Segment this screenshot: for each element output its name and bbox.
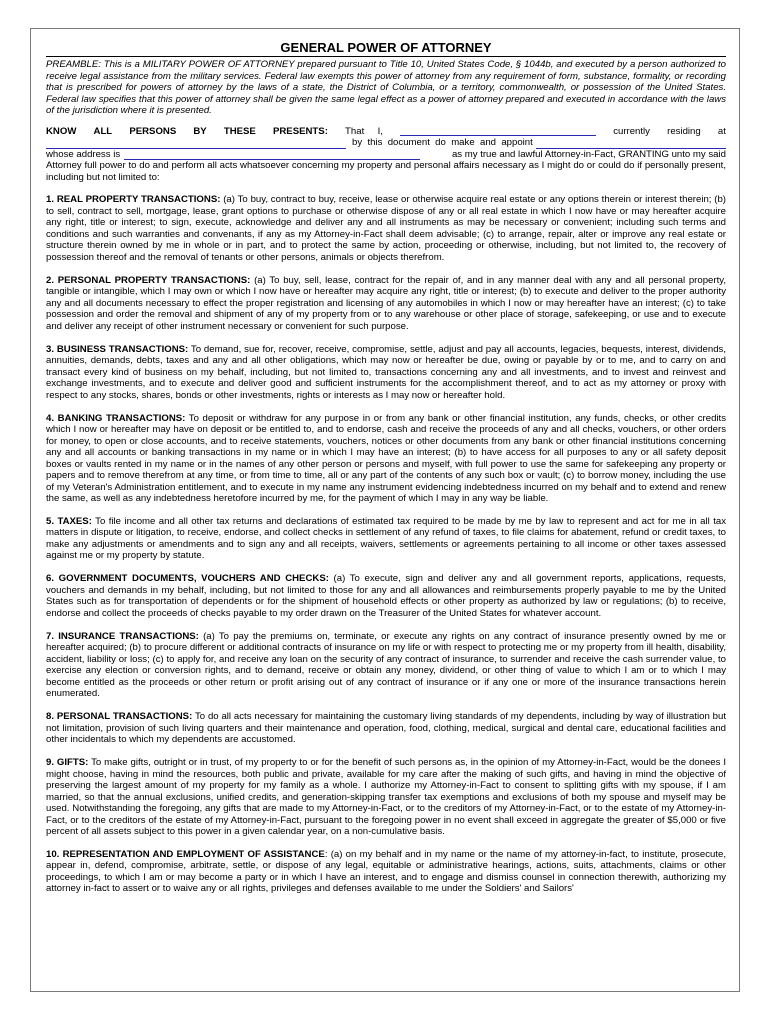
currently-text: currently: [613, 125, 650, 137]
at-text: at: [717, 125, 726, 137]
attorney-name-field[interactable]: [536, 139, 726, 149]
residing-text: residing: [667, 125, 701, 137]
section-body: To make gifts, outright or in trust, of my property to or for the benefit of such persons as, in the opinion of my Attorney-in-Fact, would be the donees I might choose, having in mind the resources, both public and private, available for my care after the making of such gifts, and having in mind the objective of preserving the largest amount of my property for my family as a whole. I authorize my Attorney-in-Fact to consent to splitting gifts with my spouse, if I am married, so that the annual exclusions, unified credits, and generation-skipping transfer tax exemptions and exclusions of both my spouse and myself may be used. Notwithstanding the foregoing, any gifts that are made to my Attorney-in-Fact, or to the creditors of my Attorney-in-Fact, or to the estate of my Attorney-in-Fact, or to the creditors of the estate of my Attorney-in-Fact, pursuant to the foregoing power in no event shall exceed in aggregate the greater of $5,000 or five percent of all assets subject to this power in a given calendar year, on a non-cumulative basis.: [46, 757, 726, 838]
section-heading: 2. PERSONAL PROPERTY TRANSACTIONS:: [46, 274, 251, 286]
section-body: To deposit or withdraw for any purpose in or from any bank or other financial institution, any funds, checks, or other credits which I now or hereafter may have on deposit or be entitled to, and to endorse, cash and receive the proceeds of any and all checks, vouchers, or other orders for money, to open or close accounts, and to receive statements, vouchers, notices or other documents from any bank or other financial institutions concerning any and all accounts or banking transactions in my name or in which I may have an interest; (b) to have access for all purposes to any or all safety deposit boxes or vaults rented in my name or in the names of any other person or persons and myself, with full power to use the same for safekeeping any property or papers and to remove therefrom at any time, or from time to time, all or any part of the contents of any such box or vault; (c) to borrow money, including the use of my Veteran's Administration entitlement, and to execute in my name any instrument evidencing indebtedness incurred on my behalf and to extend and renew the same, as well as any indebtedness heretofore incurred by me, for the payment of which I may in any way be liable.: [46, 412, 726, 505]
whose-address-text: whose address is: [46, 148, 121, 160]
know-word: THESE: [223, 125, 256, 137]
section-body: To demand, sue for, recover, receive, compromise, settle, adjust and pay all accounts, legacies, bequests, interest, dividends, annuities, demands, debts, taxes and any and all other obligations, which may now or hereafter be due, owing or payable by or to me, and to carry on and transact every kind of business on my behalf, including, but not limited to, transactions concerning any and all investments, and to invest and reinvest and exchange investments, and to execute and deliver good and sufficient instruments for the accomplishment thereof, and to act as my attorney or proxy with respect to any stocks, shares, bonds or other investments, rights or interests as I may now or hereafter hold.: [46, 343, 726, 401]
section-10: [46, 849, 726, 895]
section-5: [46, 516, 726, 562]
section-body: To do all acts necessary for maintaining the customary living standards of my dependents, including by way of illustration but not limitation, provision of such living quarters and their maintenance and operation, food, clothing, medical, surgical and dental care, educational facilities and other incidentals to which my dependents are accustomed.: [46, 711, 727, 746]
by-this-document-text: by this document do make and appoint: [352, 137, 533, 148]
section-3: [46, 344, 726, 402]
section-8: [46, 711, 726, 746]
know-word: PRESENTS:: [272, 125, 328, 137]
grantor-address-field[interactable]: [46, 139, 346, 149]
section-heading: 4. BANKING TRANSACTIONS:: [46, 412, 186, 424]
that-i-text: That I,: [345, 125, 383, 137]
section-4: [46, 413, 726, 505]
section-heading: 9. GIFTS:: [46, 757, 89, 769]
section-heading: 7. INSURANCE TRANSACTIONS:: [46, 630, 199, 642]
section-heading: 6. GOVERNMENT DOCUMENTS, VOUCHERS AND CHECKS:: [46, 573, 329, 585]
section-heading: 5. TAXES:: [46, 515, 92, 527]
section-body: (a) To buy, sell, lease, contract for the repair of, and in any manner deal with any and all personal property, tangible or intangible, which I may own or which I now have or hereafter may acquire any right, title or interest; (b) to execute and deliver to the proper authority any and all documents necessary to effect the proper registration and licensing of any automobiles in which I now or may hereafter have an interest; (c) to take possession and order the removal and shipment of any of my property from or to any warehouse or other place of storage, safekeeping, or use and to execute and deliver any receipt of other instrument necessary or convenient for such purpose.: [46, 274, 726, 332]
section-9: [46, 757, 726, 838]
section-heading: 1. REAL PROPERTY TRANSACTIONS:: [46, 194, 221, 206]
whose-address-line: [46, 149, 726, 161]
appoint-line: [46, 137, 726, 149]
know-word: BY: [193, 125, 207, 137]
section-body: (a) To pay the premiums on, terminate, or execute any rights on any contract of insurance presently owned by me or hereafter acquired; (b) to procure different or additional contracts of insurance on my life or with respect to protecting me or my property from ill health, disability, accident, liability or loss; (c) to apply for, and receive any loan on the security of any contract of insurance, to surrender and receive the cash surrender value, to exercise any election or conversion rights, and to demand, receive or obtain any money, dividend, or other thing of value to which I am or to which I may become entitled as the proceeds or other return or profit arising out of any contract of insurance or if any one or more of the insurance transactions herein enumerated.: [46, 630, 726, 700]
attorney-address-field[interactable]: [124, 150, 420, 160]
section-heading: 3. BUSINESS TRANSACTIONS:: [46, 343, 189, 355]
section-6: [46, 573, 726, 619]
section-body: To file income and all other tax returns and declarations of estimated tax required to be made by me by law to represent and act for me in all tax matters in dispute or litigation, to receive, endorse, and collect checks in settlement of any refund of taxes, to file claims for abatement, refund or credit taxes, to make any adjustments or amendments and to sign any and all receipts, waivers, settlements or agreements pertaining to all income or other taxes assessed against me or my property by statute.: [46, 515, 726, 562]
document-body: [46, 40, 726, 895]
section-7: [46, 631, 726, 700]
section-body: (a) To buy, contract to buy, receive, lease or otherwise acquire real estate or any options therein or interest therein; (b) to sell, contract to sell, mortgage, lease, grant options to purchase or otherwise dispose of any or all real estate in which I now have or may hereafter acquire any right, title or interest; to sign, execute, acknowledge and deliver any and all instruments as may be necessary or convenient; including such terms and conditions and such warranties and convenants, if any as my Attorney-in-Fact shall deem advisable; (c) to arrange, repair, alter or improve any real estate or structure therein owned by me in whole or in part, and to protect the same by action, proceeding or otherwise, including, but not limited to, the recovery of possession thereof and the removal of tenants or other persons, animals or objects therefrom.: [46, 194, 727, 263]
grant-text: Attorney full power to do and perform all acts whatsoever concerning my property and personal affairs necessary as I might do or could do if personally present, including but not limited to:: [46, 160, 726, 183]
preamble-text: PREAMBLE: This is a MILITARY POWER OF ATTORNEY prepared pursuant to Title 10, United States Code, § 1044b, and executed by a person authorized to receive legal assistance from the military services. Federal law exempts this power of attorney from any requirement of form, substance, formality, or recording that is prescribed for powers of attorney by the laws of a state, the District of Columbia, or a territory, commonwealth, or possession of the United States. Federal law specifies that this power of attorney shall be given the same legal effect as a power of attorney prepared and executed in accordance with the laws of the jurisdiction where it is presented.: [46, 59, 726, 116]
section-heading: 10. REPRESENTATION AND EMPLOYMENT OF ASSISTANCE: [46, 848, 325, 860]
know-word: ALL: [93, 125, 113, 137]
section-1: [46, 194, 726, 263]
section-body: (a) To execute, sign and deliver any and all government reports, applications, requests, vouchers and demands in my behalf, including, but not limited to those for any and all allowances and reimbursements properly payable to me by the United States such as for transportation of dependents or for the shipment of household effects or other property as authorized by law or regulations; (b) to receive, endorse and collect the proceeds of checks payable to my order drawn on the Treasurer of the United States for whatever account.: [46, 573, 726, 619]
document-title: GENERAL POWER OF ATTORNEY: [46, 40, 726, 57]
section-body: : (a) on my behalf and in my name or the name of my attorney-in-fact, to institute, prosecute, appear in, defend, compromise, arbitrate, settle, or dispose of any legal, equitable or administrative hearings, actions, suits, attachments, claims or other proceedings, to which I am or may become a party or in which I have an interest, and to engage and dismiss counsel in connection therewith, authorizing my attorney in-fact to assert or to waive any or all rights, privileges and defenses available to me under the Soldiers' and Sailors': [46, 848, 726, 895]
grantor-name-field[interactable]: [400, 126, 596, 136]
know-word: PERSONS: [129, 125, 177, 137]
know-all-line: [46, 126, 726, 138]
as-my-text: as my true and lawful Attorney-in-Fact, GRANTING unto my said: [451, 148, 726, 160]
section-heading: 8. PERSONAL TRANSACTIONS:: [46, 711, 193, 723]
section-2: [46, 275, 726, 333]
know-word: KNOW: [46, 125, 77, 137]
